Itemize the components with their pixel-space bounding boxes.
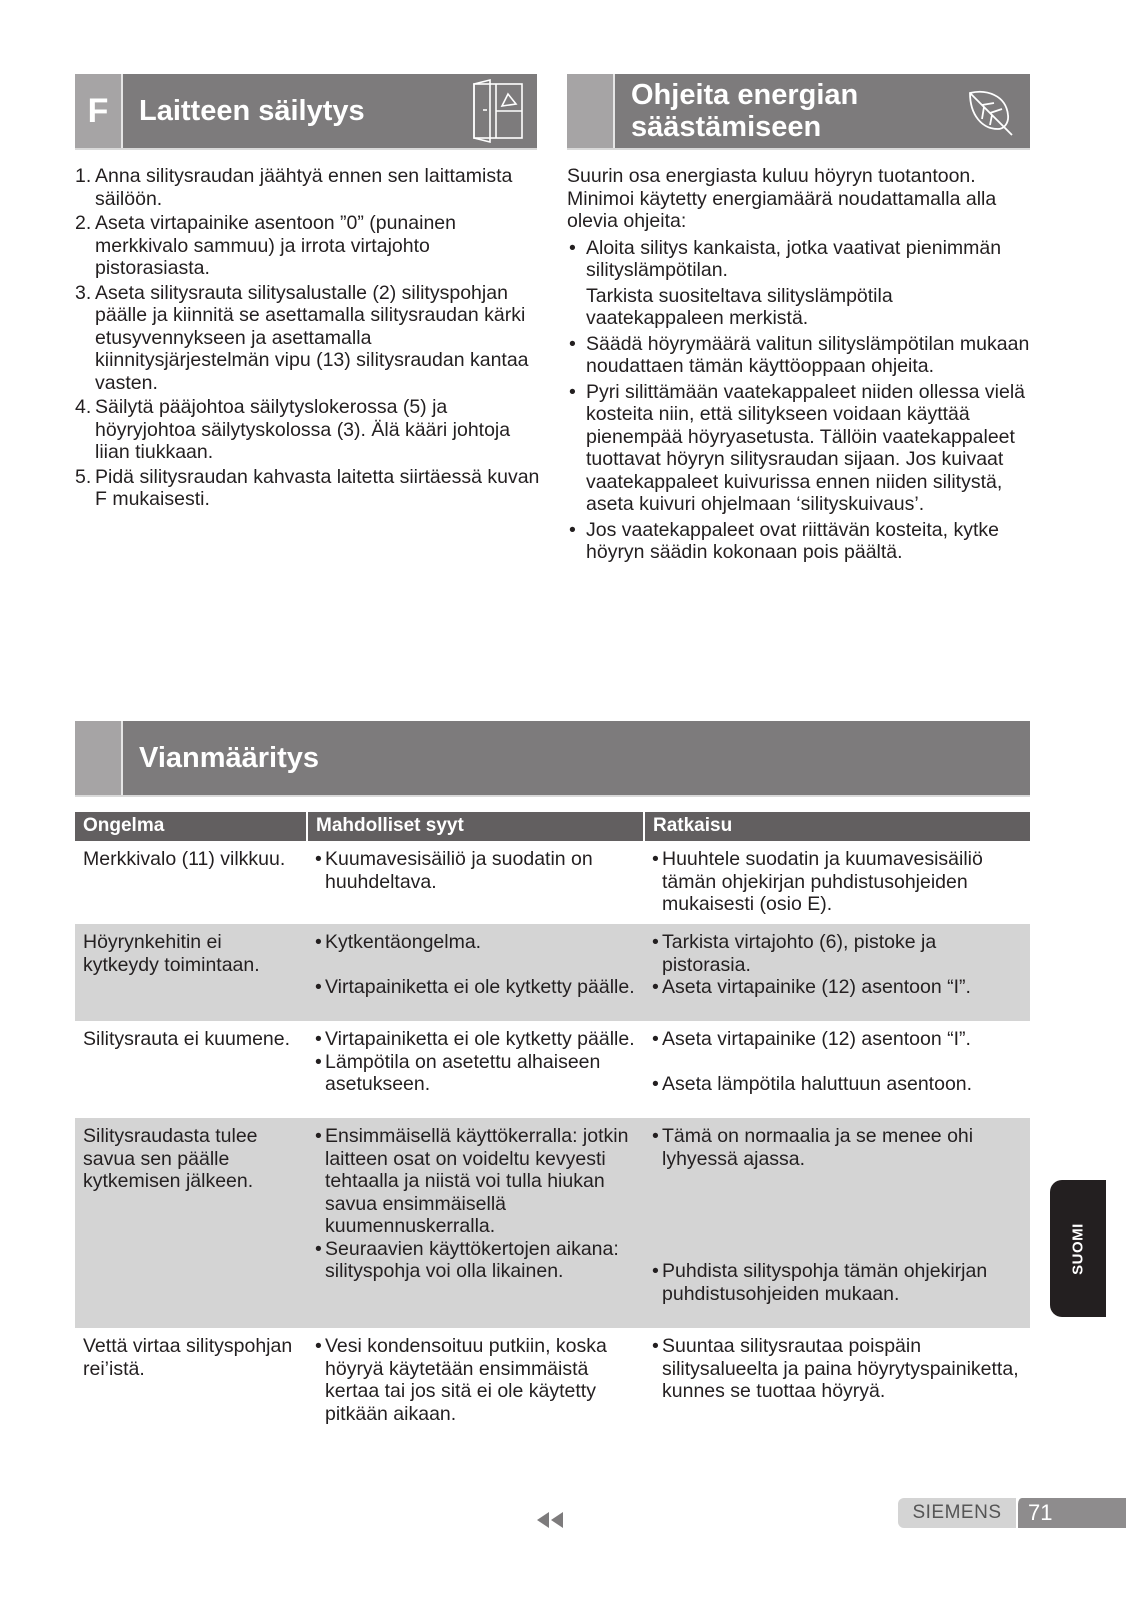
cause-item: • Ensimmäisellä käyttökerralla: jotkin laitteen osat on voideltu kevyesti tehtaalla ja niistä voi tulla hiukan savua ensimmäisellä kuumennuskerralla. (315, 1125, 629, 1237)
solution-cell (644, 841, 1030, 924)
left-arrow-icon (551, 1512, 563, 1528)
energy-tip: • Säädä höyrymäärä valitun silityslämpötilan mukaan noudattaen tämän käyttöoppaan ohjeita. (569, 332, 1030, 377)
energy-tip: • Pyri silittämään vaatekappaleet niiden ollessa vielä kosteita niin, että silitykseen voidaan käyttää pienempää höyryasetusta. Tällöin vaatekappaleet tuottavat höyryn silitysraudan sijaan. Jos kuivaat vaatekappaleet kuivurissa ennen niiden silitystä, aseta kuivuri ohjelmaan ‘silityskuivaus’. (569, 380, 1025, 515)
section-tab-blank (567, 74, 615, 148)
causes-cell (307, 1021, 644, 1118)
cause-item: • Kytkentäongelma. (315, 931, 482, 953)
energy-section-header (567, 74, 1030, 150)
energy-tips (567, 165, 1032, 567)
problem-cell: Silitysraudasta tulee savua sen päälle kytkemisen jälkeen. (75, 1118, 307, 1328)
cause-item: • Vesi kondensoituu putkiin, koska höyryä käytetään ensimmäistä kertaa tai jos sitä ei ole käytetty pitkään aikaan. (315, 1335, 607, 1425)
causes-cell (307, 841, 644, 924)
troubleshooting-title: Vianmääritys (139, 742, 320, 774)
troubleshooting-section-header (75, 721, 1030, 797)
causes-cell (307, 1328, 644, 1429)
problem-cell: Silitysrauta ei kuumene. (83, 1028, 291, 1050)
problem-cell: Vettä virtaa silityspohjan rei’istä. (83, 1335, 293, 1380)
bullet-icon: • (569, 380, 576, 403)
energy-tip: • Aloita silitys kankaista, jotka vaativat pienimmän silityslämpötilan. Tarkista suositeltava silityslämpötila vaatekappaleen merkistä. (569, 236, 1002, 329)
cause-item: • Virtapainiketta ei ole kytketty päälle. (315, 975, 635, 998)
cause-item: • Virtapainiketta ei ole kytketty päälle. (315, 1028, 635, 1050)
storage-section-header (75, 74, 537, 150)
table-row (75, 924, 1030, 1021)
page-number: 71 (1016, 1498, 1126, 1528)
storage-steps (75, 165, 545, 513)
bullet-icon: • (569, 332, 576, 355)
causes-cell (307, 924, 644, 1021)
table-header-row (75, 812, 1030, 841)
leaf-icon (950, 74, 1030, 148)
column-header-causes: Mahdolliset syyt (307, 812, 644, 841)
bullet-icon: • (569, 518, 576, 541)
section-tab-blank (75, 721, 123, 795)
cause-item: • Kuumavesisäiliö ja suodatin on huuhdeltava. (315, 848, 593, 893)
problem-cell: Merkkivalo (11) vilkkuu. (83, 848, 286, 870)
cabinet-icon (457, 74, 537, 148)
energy-section-title: Ohjeita energian säästämiseen (631, 79, 859, 143)
solution-item: • Aseta virtapainike (12) asentoon “I”. (652, 976, 971, 998)
energy-tip: • Jos vaatekappaleet ovat riittävän kosteita, kytke höyryn säädin kokonaan pois päältä. (569, 518, 999, 563)
column-header-solution: Ratkaisu (644, 812, 1030, 841)
column-header-problem: Ongelma (75, 812, 307, 841)
solution-item: • Tarkista virtajohto (6), pistoke ja pistorasia. (652, 931, 937, 976)
page-footer (898, 1498, 1126, 1528)
solution-cell (644, 924, 1030, 1021)
table-row (75, 1021, 1030, 1118)
language-tab-label: SUOMI (1069, 1222, 1087, 1275)
storage-step: 3. Aseta silitysrauta silitysalustalle (2) silityspohjan päälle ja kiinnitä se asettamalla silitysraudan kärki etusyvennykseen ja asettamalla kiinnitysjärjestelmän vipu (13) silitysraudan kantaa vasten. (75, 281, 529, 394)
storage-step: 1. Anna silitysraudan jäähtyä ennen sen laittamista säilöön. (75, 165, 513, 210)
table-row (75, 1118, 1030, 1328)
energy-intro: Suurin osa energiasta kuluu höyryn tuotantoon. Minimoi käytetty energiamäärä noudattamalla alla olevia ohjeita: (567, 165, 997, 232)
cause-item: • Seuraavien käyttökertojen aikana: silityspohja voi olla likainen. (315, 1237, 619, 1282)
troubleshooting-table (75, 812, 1030, 1429)
left-arrow-icon (537, 1512, 549, 1528)
table-row (75, 1328, 1030, 1429)
solution-cell (644, 1328, 1030, 1429)
solution-item: • Aseta lämpötila haluttuun asentoon. (652, 1072, 973, 1095)
storage-section-title: Laitteen säilytys (139, 95, 365, 127)
table-row (75, 841, 1030, 924)
solution-item: • Huuhtele suodatin ja kuumavesisäiliö tämän ohjekirjan puhdistusohjeiden mukaisesti (osio E). (652, 848, 983, 915)
storage-step: 2. Aseta virtapainike asentoon ”0” (punainen merkkivalo sammuu) ja irrota virtajohto pistorasiasta. (75, 212, 456, 279)
section-letter: F (75, 74, 123, 148)
solution-item: • Aseta virtapainike (12) asentoon “I”. (652, 1028, 971, 1050)
brand-label: SIEMENS (898, 1498, 1016, 1528)
storage-step: 4. Säilytä pääjohtoa säilytyslokerossa (5) ja höyryjohtoa säilytyskolossa (3). Älä kääri johtoja liian tiukkaan. (75, 396, 511, 463)
solution-cell (644, 1021, 1030, 1118)
bullet-icon: • (569, 236, 576, 259)
solution-item: • Puhdista silityspohja tämän ohjekirjan puhdistusohjeiden mukaan. (652, 1260, 988, 1305)
causes-cell (307, 1118, 644, 1328)
double-left-arrow-icon[interactable] (537, 1512, 563, 1528)
storage-step: 5. Pidä silitysraudan kahvasta laitetta siirtäessä kuvan F mukaisesti. (75, 465, 540, 510)
problem-cell: Höyrynkehitin ei kytkeydy toimintaan. (75, 924, 307, 1021)
language-tab[interactable] (1050, 1180, 1106, 1317)
solution-item: • Suuntaa silitysrautaa poispäin silitysalueelta ja paina höyrytyspainiketta, kunnes se tuottaa höyryä. (652, 1335, 1019, 1402)
solution-item: • Tämä on normaalia ja se menee ohi lyhyessä ajassa. (652, 1125, 974, 1170)
solution-cell (644, 1118, 1030, 1328)
cause-item: • Lämpötila on asetettu alhaiseen asetukseen. (315, 1050, 601, 1095)
